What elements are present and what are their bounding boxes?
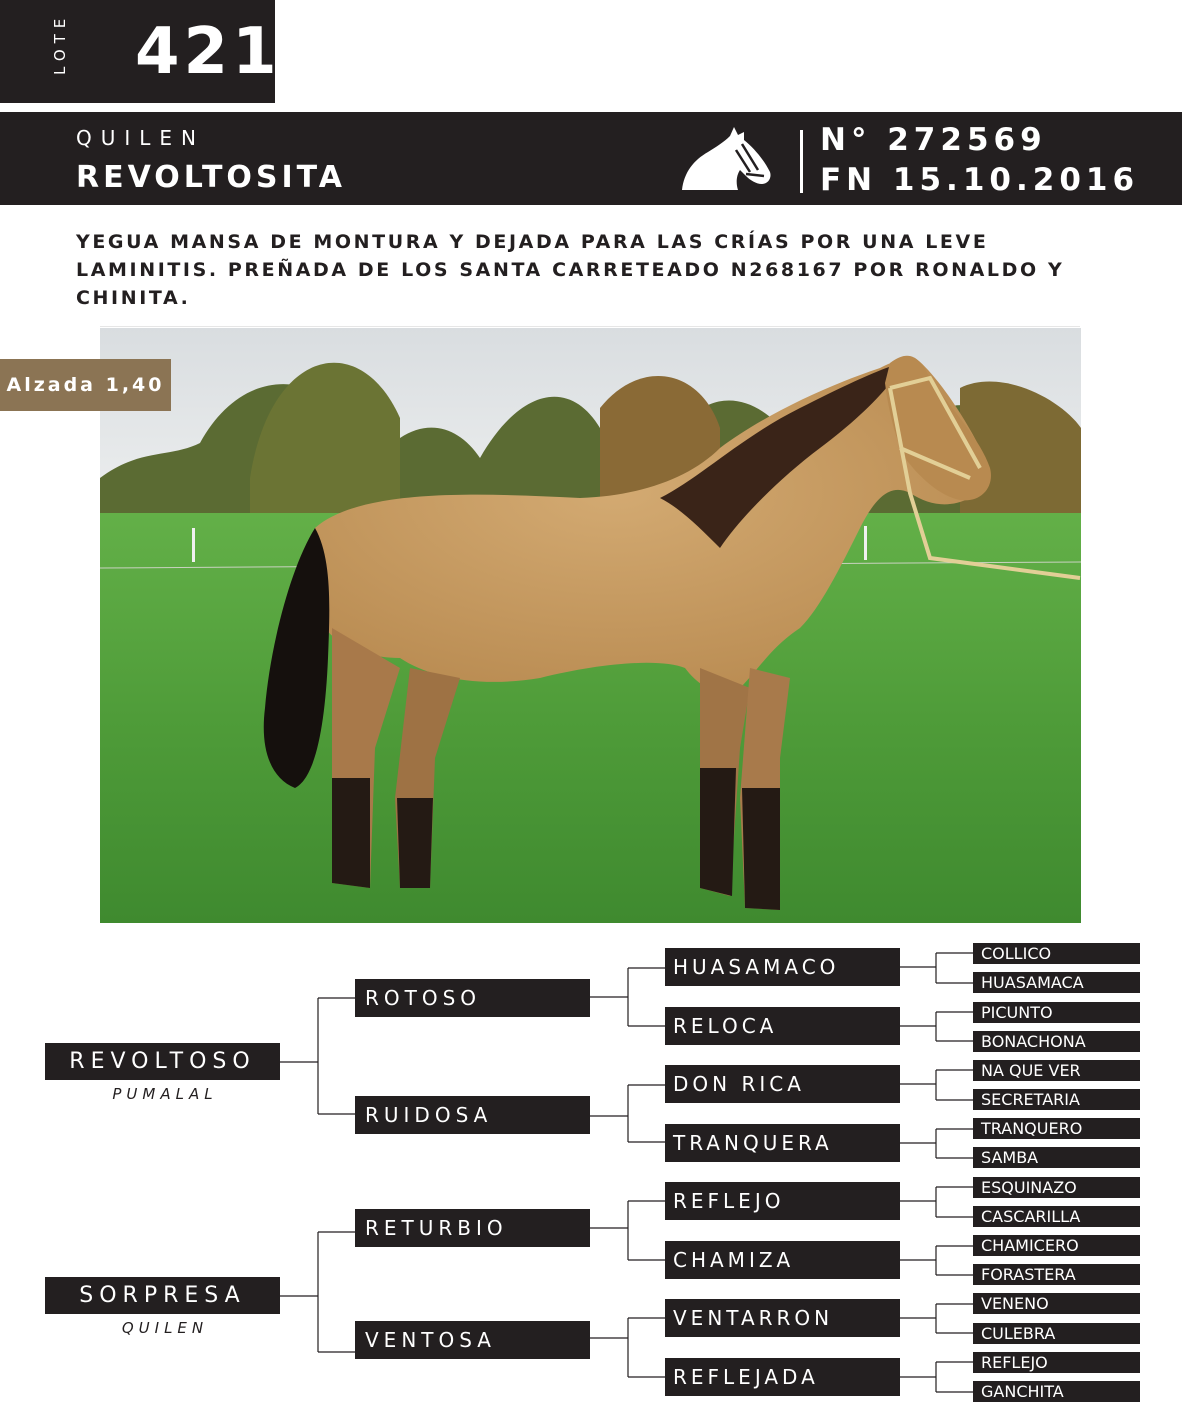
pedigree-dam: SORPRESA [45,1277,280,1314]
pedigree-great-grandparent: RELOCA [665,1007,900,1045]
description: YEGUA MANSA DE MONTURA Y DEJADA PARA LAS CRÍAS POR UNA LEVE LAMINITIS. PREÑADA DE LOS SANTA CARRETEADO N268167 POR RONALDO Y CHINITA. [76,231,1065,309]
horse-head-icon [680,126,772,192]
pedigree-ancestor: CHAMICERO [973,1235,1140,1256]
pedigree-ancestor: NA QUE VER [973,1060,1140,1081]
pedigree-sire: REVOLTOSO [45,1043,280,1080]
pedigree-ancestor: SECRETARIA [973,1089,1140,1110]
breeder-name: QUILEN [76,126,206,150]
pedigree-grandparent: RETURBIO [355,1209,590,1247]
horse-name: REVOLTOSITA [76,160,347,195]
pedigree-ancestor: COLLICO [973,943,1140,964]
name-bar [0,112,1182,205]
pedigree-ancestor: PICUNTO [973,1002,1140,1023]
pedigree-ancestor: TRANQUERO [973,1118,1140,1139]
pedigree-grandparent: VENTOSA [355,1321,590,1359]
pedigree-ancestor: ESQUINAZO [973,1177,1140,1198]
header-divider [800,130,803,193]
pedigree-ancestor: GANCHITA [973,1381,1140,1402]
horse-photo [100,328,1081,923]
lot-number: 421 [135,15,281,89]
pedigree-great-grandparent: DON RICA [665,1065,900,1103]
pedigree-great-grandparent: CHAMIZA [665,1241,900,1279]
pedigree-great-grandparent: REFLEJO [665,1182,900,1220]
pedigree-great-grandparent: HUASAMACO [665,948,900,986]
pedigree-ancestor: CULEBRA [973,1323,1140,1344]
sire-breeder: PUMALAL [112,1085,218,1103]
registration-number: N° 272569 [820,122,1047,158]
pedigree-ancestor: FORASTERA [973,1264,1140,1285]
pedigree-ancestor: CASCARILLA [973,1206,1140,1227]
pedigree-grandparent: ROTOSO [355,979,590,1017]
lot-box [0,0,281,103]
height-badge: Alzada 1,40 [0,359,171,411]
pedigree-great-grandparent: REFLEJADA [665,1358,900,1396]
pedigree-ancestor: REFLEJO [973,1352,1140,1373]
lot-label: LOTE [51,12,69,75]
pedigree-great-grandparent: VENTARRON [665,1299,900,1337]
pedigree-ancestor: VENENO [973,1293,1140,1314]
pedigree-great-grandparent: TRANQUERA [665,1124,900,1162]
pedigree-ancestor: SAMBA [973,1147,1140,1168]
birth-date: FN 15.10.2016 [820,162,1140,198]
dam-breeder: QUILEN [121,1319,209,1337]
pedigree-grandparent: RUIDOSA [355,1096,590,1134]
pedigree-ancestor: HUASAMACA [973,972,1140,993]
photo-divider [100,326,1080,327]
pedigree-ancestor: BONACHONA [973,1031,1140,1052]
